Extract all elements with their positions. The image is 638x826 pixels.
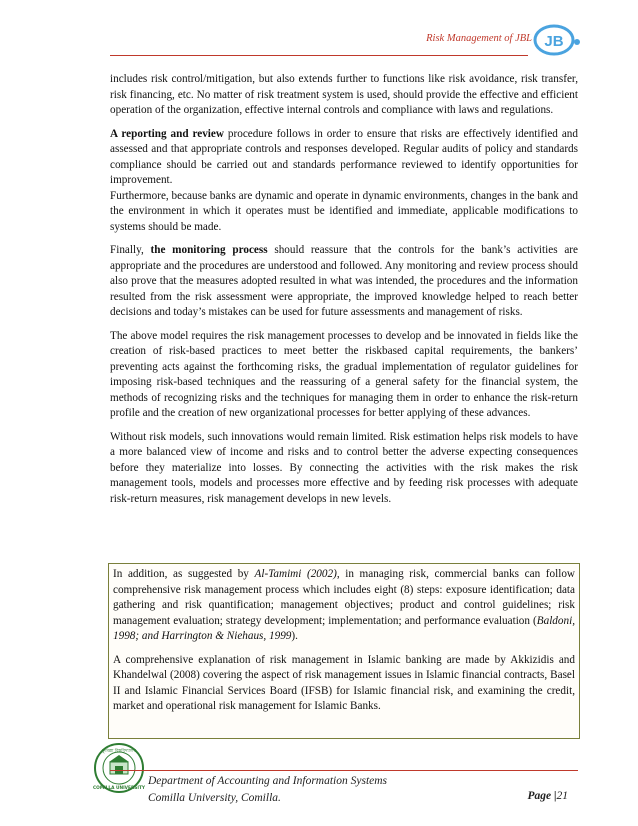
main-text bbox=[110, 72, 578, 515]
jbl-logo bbox=[532, 24, 582, 56]
paragraph: A reporting and review procedure follows in order to ensure that risks are effectively identified and assessed and that appropriate controls and responses developed. Regular audits of policy and standards compliance should be carried out and standards performance reviewed to identify opportunities for improvement. bbox=[110, 127, 578, 186]
citation: Baldoni, 1998; and Harrington & Niehaus, 1999 bbox=[113, 614, 575, 642]
bold-phrase: A reporting and review bbox=[110, 127, 224, 140]
paragraph: Without risk models, such innovations would remain limited. Risk estimation helps risk models to have a more balanced view of income and risks and to control better the adverse expecting consequences before they materialize into losses. By connecting the activities with the risk makes the risk management tools, models and processes more effective and by feeding risk processes with adequate risk-return measures, risk management develops in new levels. bbox=[110, 430, 578, 505]
header-title: Risk Management of JBL bbox=[426, 33, 532, 44]
highlight-box bbox=[108, 563, 580, 739]
paragraph: Finally, the monitoring process should reassure that the controls for the bank’s activities are appropriate and the procedures are understood and followed. Any monitoring and review process should also prove that the measures adopted resulted in what was intended, the procedures and the information resulted from the risk assessment were appropriate, the improved knowledge helped to reach better decisions and today’s mistakes can be used for future assessments and management of risks. bbox=[110, 244, 578, 318]
page-number-value: 21 bbox=[556, 790, 568, 802]
footer-department bbox=[148, 773, 387, 807]
paragraph: Furthermore, because banks are dynamic and operate in dynamic environments, changes in the bank and the environment in which it operates must be identified and immediate, applicable modifications to systems should be made. bbox=[110, 189, 578, 233]
page-label: Page | bbox=[527, 790, 557, 802]
bold-phrase: the monitoring process bbox=[150, 244, 268, 256]
university-seal-icon bbox=[93, 742, 145, 794]
logo-text: JB bbox=[544, 33, 564, 50]
department-line: Department of Accounting and Information Systems bbox=[148, 775, 388, 787]
footer-divider bbox=[110, 770, 578, 771]
header-divider bbox=[110, 55, 528, 56]
paragraph: The above model requires the risk management processes to develop and be innovated in fields like the creation of risk-based practices to meet better the riskbased capital requirements, the bankers’ preventing acts against the forthcoming risks, the gradual implementation of regulator guidelines for imposing risk-based techniques and the reassuring of a general safety for the financial system, the methods of recognizing risks and the techniques for managing them in order to enhance the risk-return profile and the creation of new organizational processes for better applying of these advances. bbox=[110, 329, 578, 419]
page-number bbox=[527, 790, 568, 802]
citation: Al-Tamimi (2002) bbox=[254, 568, 337, 580]
paragraph: In addition, as suggested by Al-Tamimi (2002), in managing risk, commercial banks can follow comprehensive risk management process which includes eight (8) steps: exposure identification; data gathering and risk quantification; management objectives; product and control guidelines; risk management evaluation; strategy development; implementation; and performance evaluation (Baldoni, 1998; and Harrington & Niehaus, 1999). bbox=[113, 568, 575, 642]
university-line: Comilla University, Comilla. bbox=[148, 792, 281, 804]
seal-bottom-text: COMILLA UNIVERSITY bbox=[93, 786, 145, 791]
seal-top-text: কুমিল্লা বিশ্ববিদ্যালয় bbox=[101, 749, 137, 754]
paragraph: includes risk control/mitigation, but also extends further to functions like risk avoidance, risk transfer, risk financing, etc. No matter of risk treatment system is used, should provide the effective and efficient operation of the organization, effective internal controls and compliance with laws and regulations. bbox=[110, 73, 578, 116]
paragraph: A comprehensive explanation of risk management in Islamic banking are made by Akkizidis and Khandelwal (2008) covering the aspect of risk management issues in Islamic financial contracts, Basel II and Islamic Financial Services Board (IFSB) for Islamic financial risk, and examining the credit, market and operational risk management for Islamic Banks. bbox=[113, 653, 575, 712]
